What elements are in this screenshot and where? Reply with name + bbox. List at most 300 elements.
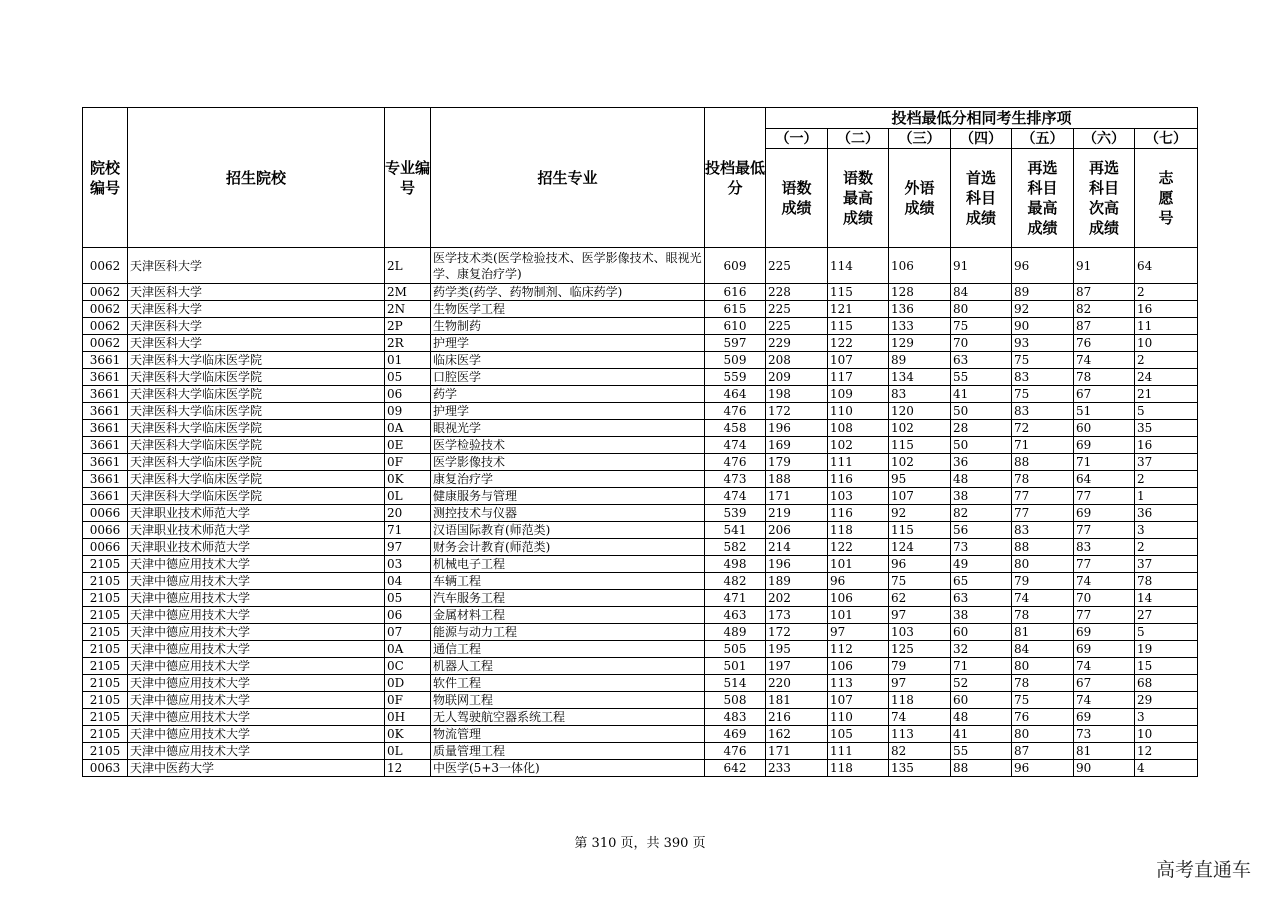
table-cell: 51	[1074, 403, 1135, 420]
table-cell: 天津中德应用技术大学	[128, 624, 385, 641]
table-cell: 88	[1012, 539, 1074, 556]
table-cell: 610	[705, 318, 766, 335]
table-cell: 0062	[83, 335, 128, 352]
table-cell: 88	[1012, 454, 1074, 471]
table-cell: 82	[1074, 301, 1135, 318]
table-row	[83, 573, 1198, 590]
table-cell: 0H	[385, 709, 431, 726]
table-row	[83, 760, 1198, 777]
table-cell: 康复治疗学	[431, 471, 705, 488]
table-row	[83, 369, 1198, 386]
table-cell: 116	[828, 471, 889, 488]
table-cell: 171	[766, 743, 828, 760]
header-sub-num: （六）	[1074, 129, 1135, 149]
table-cell: 质量管理工程	[431, 743, 705, 760]
table-cell: 220	[766, 675, 828, 692]
table-cell: 76	[1012, 709, 1074, 726]
table-cell: 476	[705, 743, 766, 760]
header-sub-label: 语数最高成绩	[828, 149, 889, 248]
table-cell: 65	[951, 573, 1012, 590]
table-cell: 60	[951, 692, 1012, 709]
table-cell: 2105	[83, 675, 128, 692]
table-cell: 09	[385, 403, 431, 420]
table-cell: 03	[385, 556, 431, 573]
table-cell: 天津医科大学临床医学院	[128, 454, 385, 471]
table-cell: 102	[828, 437, 889, 454]
table-cell: 3	[1135, 709, 1198, 726]
table-cell: 642	[705, 760, 766, 777]
table-cell: 50	[951, 403, 1012, 420]
table-cell: 169	[766, 437, 828, 454]
table-cell: 108	[828, 420, 889, 437]
table-row	[83, 318, 1198, 335]
table-cell: 天津医科大学临床医学院	[128, 437, 385, 454]
table-cell: 无人驾驶航空器系统工程	[431, 709, 705, 726]
table-cell: 195	[766, 641, 828, 658]
table-cell: 75	[1012, 692, 1074, 709]
table-cell: 69	[1074, 505, 1135, 522]
table-cell: 2105	[83, 573, 128, 590]
table-cell: 214	[766, 539, 828, 556]
table-cell: 0062	[83, 248, 128, 284]
table-cell: 2105	[83, 743, 128, 760]
header-sub-label: 再选科目最高成绩	[1012, 149, 1074, 248]
table-cell: 498	[705, 556, 766, 573]
table-cell: 95	[889, 471, 951, 488]
table-cell: 0F	[385, 454, 431, 471]
table-cell: 225	[766, 318, 828, 335]
table-cell: 41	[951, 386, 1012, 403]
table-cell: 219	[766, 505, 828, 522]
table-cell: 天津医科大学	[128, 301, 385, 318]
table-cell: 71	[951, 658, 1012, 675]
table-cell: 474	[705, 488, 766, 505]
table-cell: 天津中德应用技术大学	[128, 675, 385, 692]
table-cell: 97	[828, 624, 889, 641]
table-cell: 102	[889, 420, 951, 437]
table-cell: 71	[1012, 437, 1074, 454]
table-cell: 74	[1074, 658, 1135, 675]
table-cell: 69	[1074, 641, 1135, 658]
table-cell: 115	[828, 318, 889, 335]
table-row	[83, 403, 1198, 420]
table-cell: 天津职业技术师范大学	[128, 539, 385, 556]
table-cell: 476	[705, 403, 766, 420]
table-cell: 天津中德应用技术大学	[128, 658, 385, 675]
table-cell: 173	[766, 607, 828, 624]
table-cell: 96	[889, 556, 951, 573]
table-cell: 2105	[83, 709, 128, 726]
table-cell: 78	[1135, 573, 1198, 590]
table-cell: 111	[828, 454, 889, 471]
table-cell: 189	[766, 573, 828, 590]
table-cell: 110	[828, 709, 889, 726]
header-sub-num: （二）	[828, 129, 889, 149]
table-cell: 514	[705, 675, 766, 692]
table-cell: 27	[1135, 607, 1198, 624]
table-cell: 12	[385, 760, 431, 777]
table-cell: 62	[889, 590, 951, 607]
table-cell: 06	[385, 607, 431, 624]
table-cell: 护理学	[431, 403, 705, 420]
table-cell: 616	[705, 284, 766, 301]
table-cell: 489	[705, 624, 766, 641]
table-cell: 物流管理	[431, 726, 705, 743]
table-cell: 206	[766, 522, 828, 539]
table-row	[83, 437, 1198, 454]
table-cell: 482	[705, 573, 766, 590]
table-cell: 188	[766, 471, 828, 488]
table-cell: 软件工程	[431, 675, 705, 692]
table-cell: 63	[951, 590, 1012, 607]
table-cell: 136	[889, 301, 951, 318]
table-cell: 口腔医学	[431, 369, 705, 386]
table-cell: 113	[889, 726, 951, 743]
header-school-name: 招生院校	[128, 108, 385, 248]
table-cell: 28	[951, 420, 1012, 437]
table-cell: 74	[1074, 692, 1135, 709]
table-cell: 75	[889, 573, 951, 590]
table-cell: 0L	[385, 743, 431, 760]
table-cell: 90	[1012, 318, 1074, 335]
table-row	[83, 556, 1198, 573]
table-cell: 101	[828, 607, 889, 624]
table-cell: 07	[385, 624, 431, 641]
table-cell: 77	[1012, 505, 1074, 522]
table-cell: 财务会计教育(师范类)	[431, 539, 705, 556]
table-cell: 2105	[83, 692, 128, 709]
table-cell: 172	[766, 403, 828, 420]
table-row	[83, 301, 1198, 318]
table-cell: 16	[1135, 301, 1198, 318]
table-header	[83, 108, 1198, 248]
table-cell: 97	[385, 539, 431, 556]
table-cell: 60	[951, 624, 1012, 641]
table-cell: 5	[1135, 624, 1198, 641]
table-cell: 77	[1012, 488, 1074, 505]
table-cell: 2105	[83, 556, 128, 573]
table-cell: 473	[705, 471, 766, 488]
table-cell: 77	[1074, 607, 1135, 624]
table-cell: 41	[951, 726, 1012, 743]
table-cell: 医学技术类(医学检验技术、医学影像技术、眼视光学、康复治疗学)	[431, 248, 705, 284]
table-row	[83, 658, 1198, 675]
table-cell: 582	[705, 539, 766, 556]
table-cell: 101	[828, 556, 889, 573]
table-cell: 74	[1074, 573, 1135, 590]
table-cell: 0066	[83, 539, 128, 556]
table-row	[83, 420, 1198, 437]
table-cell: 10	[1135, 335, 1198, 352]
table-cell: 81	[1074, 743, 1135, 760]
table-cell: 29	[1135, 692, 1198, 709]
table-cell: 3661	[83, 471, 128, 488]
table-row	[83, 522, 1198, 539]
table-cell: 114	[828, 248, 889, 284]
table-cell: 111	[828, 743, 889, 760]
table-cell: 2	[1135, 352, 1198, 369]
table-cell: 2105	[83, 607, 128, 624]
table-cell: 82	[951, 505, 1012, 522]
table-cell: 天津医科大学临床医学院	[128, 369, 385, 386]
table-cell: 202	[766, 590, 828, 607]
table-cell: 110	[828, 403, 889, 420]
table-cell: 天津中德应用技术大学	[128, 743, 385, 760]
table-cell: 2105	[83, 726, 128, 743]
table-cell: 72	[1012, 420, 1074, 437]
table-cell: 20	[385, 505, 431, 522]
table-row	[83, 505, 1198, 522]
table-cell: 74	[889, 709, 951, 726]
table-cell: 临床医学	[431, 352, 705, 369]
table-cell: 4	[1135, 760, 1198, 777]
table-cell: 天津中德应用技术大学	[128, 590, 385, 607]
table-cell: 0F	[385, 692, 431, 709]
table-cell: 天津职业技术师范大学	[128, 505, 385, 522]
table-cell: 1	[1135, 488, 1198, 505]
table-cell: 120	[889, 403, 951, 420]
table-cell: 38	[951, 607, 1012, 624]
table-cell: 0L	[385, 488, 431, 505]
table-cell: 90	[1074, 760, 1135, 777]
table-cell: 80	[951, 301, 1012, 318]
table-cell: 96	[1012, 760, 1074, 777]
table-cell: 107	[828, 352, 889, 369]
table-cell: 233	[766, 760, 828, 777]
table-cell: 89	[889, 352, 951, 369]
table-cell: 汽车服务工程	[431, 590, 705, 607]
table-cell: 125	[889, 641, 951, 658]
table-cell: 生物医学工程	[431, 301, 705, 318]
header-major-name: 招生专业	[431, 108, 705, 248]
table-cell: 118	[889, 692, 951, 709]
table-cell: 0K	[385, 726, 431, 743]
table-cell: 生物制药	[431, 318, 705, 335]
table-cell: 37	[1135, 454, 1198, 471]
table-cell: 82	[889, 743, 951, 760]
table-cell: 171	[766, 488, 828, 505]
table-cell: 2105	[83, 658, 128, 675]
table-row	[83, 692, 1198, 709]
table-cell: 92	[1012, 301, 1074, 318]
table-cell: 87	[1012, 743, 1074, 760]
table-cell: 3661	[83, 454, 128, 471]
table-cell: 122	[828, 335, 889, 352]
table-cell: 天津中德应用技术大学	[128, 726, 385, 743]
table-row	[83, 709, 1198, 726]
table-cell: 106	[828, 658, 889, 675]
table-cell: 70	[1074, 590, 1135, 607]
header-sub-label: 志愿号	[1135, 149, 1198, 248]
table-cell: 35	[1135, 420, 1198, 437]
table-cell: 0063	[83, 760, 128, 777]
table-cell: 天津医科大学	[128, 248, 385, 284]
table-cell: 药学	[431, 386, 705, 403]
header-sub-label: 再选科目次高成绩	[1074, 149, 1135, 248]
table-row	[83, 743, 1198, 760]
table-cell: 70	[951, 335, 1012, 352]
table-cell: 0066	[83, 522, 128, 539]
table-cell: 505	[705, 641, 766, 658]
table-cell: 103	[828, 488, 889, 505]
header-sub-num: （四）	[951, 129, 1012, 149]
admission-table	[82, 107, 1198, 777]
table-row	[83, 624, 1198, 641]
table-cell: 天津医科大学	[128, 318, 385, 335]
table-cell: 124	[889, 539, 951, 556]
table-cell: 476	[705, 454, 766, 471]
table-cell: 0C	[385, 658, 431, 675]
table-cell: 77	[1074, 522, 1135, 539]
table-cell: 89	[1012, 284, 1074, 301]
table-cell: 2105	[83, 641, 128, 658]
table-cell: 609	[705, 248, 766, 284]
table-cell: 3661	[83, 369, 128, 386]
table-cell: 179	[766, 454, 828, 471]
table-cell: 93	[1012, 335, 1074, 352]
table-cell: 196	[766, 420, 828, 437]
table-cell: 药学类(药学、药物制剂、临床药学)	[431, 284, 705, 301]
table-cell: 21	[1135, 386, 1198, 403]
table-cell: 68	[1135, 675, 1198, 692]
table-cell: 559	[705, 369, 766, 386]
table-cell: 118	[828, 760, 889, 777]
table-cell: 天津医科大学临床医学院	[128, 403, 385, 420]
table-cell: 金属材料工程	[431, 607, 705, 624]
table-cell: 107	[889, 488, 951, 505]
table-cell: 67	[1074, 675, 1135, 692]
table-cell: 49	[951, 556, 1012, 573]
table-cell: 83	[1012, 369, 1074, 386]
table-cell: 197	[766, 658, 828, 675]
table-cell: 37	[1135, 556, 1198, 573]
table-cell: 天津职业技术师范大学	[128, 522, 385, 539]
table-cell: 15	[1135, 658, 1198, 675]
table-cell: 中医学(5+3一体化)	[431, 760, 705, 777]
table-cell: 75	[1012, 386, 1074, 403]
table-cell: 3661	[83, 386, 128, 403]
table-cell: 01	[385, 352, 431, 369]
table-cell: 3661	[83, 437, 128, 454]
table-cell: 3661	[83, 420, 128, 437]
table-cell: 50	[951, 437, 1012, 454]
table-row	[83, 335, 1198, 352]
table-cell: 医学检验技术	[431, 437, 705, 454]
table-cell: 474	[705, 437, 766, 454]
table-cell: 3661	[83, 488, 128, 505]
table-cell: 541	[705, 522, 766, 539]
table-cell: 109	[828, 386, 889, 403]
table-cell: 483	[705, 709, 766, 726]
header-sub-num: （五）	[1012, 129, 1074, 149]
table-body	[83, 248, 1198, 777]
table-row	[83, 641, 1198, 658]
table-cell: 医学影像技术	[431, 454, 705, 471]
table-cell: 106	[889, 248, 951, 284]
table-cell: 216	[766, 709, 828, 726]
table-cell: 06	[385, 386, 431, 403]
table-cell: 能源与动力工程	[431, 624, 705, 641]
table-cell: 225	[766, 248, 828, 284]
table-cell: 74	[1012, 590, 1074, 607]
table-cell: 12	[1135, 743, 1198, 760]
table-cell: 597	[705, 335, 766, 352]
table-cell: 2M	[385, 284, 431, 301]
table-cell: 88	[951, 760, 1012, 777]
table-cell: 96	[828, 573, 889, 590]
table-cell: 83	[1012, 403, 1074, 420]
table-cell: 122	[828, 539, 889, 556]
table-cell: 471	[705, 590, 766, 607]
table-cell: 天津医科大学	[128, 335, 385, 352]
table-cell: 天津医科大学	[128, 284, 385, 301]
table-cell: 05	[385, 590, 431, 607]
table-cell: 121	[828, 301, 889, 318]
table-cell: 73	[1074, 726, 1135, 743]
table-cell: 天津中德应用技术大学	[128, 556, 385, 573]
table-cell: 04	[385, 573, 431, 590]
table-cell: 36	[951, 454, 1012, 471]
header-group-title: 投档最低分相同考生排序项	[766, 108, 1198, 129]
table-cell: 97	[889, 675, 951, 692]
page-footer: 第 310 页，共 390 页	[574, 836, 706, 851]
table-cell: 55	[951, 743, 1012, 760]
table-cell: 73	[951, 539, 1012, 556]
table-row	[83, 675, 1198, 692]
table-row	[83, 284, 1198, 301]
table-cell: 76	[1074, 335, 1135, 352]
table-cell: 79	[1012, 573, 1074, 590]
table-cell: 19	[1135, 641, 1198, 658]
table-cell: 天津中德应用技术大学	[128, 709, 385, 726]
table-cell: 81	[1012, 624, 1074, 641]
table-cell: 64	[1135, 248, 1198, 284]
table-row	[83, 539, 1198, 556]
table-cell: 107	[828, 692, 889, 709]
table-cell: 112	[828, 641, 889, 658]
table-row	[83, 454, 1198, 471]
table-cell: 539	[705, 505, 766, 522]
table-cell: 护理学	[431, 335, 705, 352]
header-sub-label: 首选科目成绩	[951, 149, 1012, 248]
table-cell: 11	[1135, 318, 1198, 335]
table-row	[83, 471, 1198, 488]
table-cell: 5	[1135, 403, 1198, 420]
table-cell: 天津中德应用技术大学	[128, 692, 385, 709]
table-cell: 117	[828, 369, 889, 386]
table-cell: 天津医科大学临床医学院	[128, 488, 385, 505]
table-cell: 135	[889, 760, 951, 777]
table-cell: 0K	[385, 471, 431, 488]
watermark: 高考直通车	[1155, 859, 1251, 881]
table-cell: 501	[705, 658, 766, 675]
table-cell: 眼视光学	[431, 420, 705, 437]
table-cell: 69	[1074, 437, 1135, 454]
table-cell: 91	[951, 248, 1012, 284]
table-cell: 71	[385, 522, 431, 539]
table-cell: 105	[828, 726, 889, 743]
table-cell: 2R	[385, 335, 431, 352]
table-cell: 63	[951, 352, 1012, 369]
table-cell: 3	[1135, 522, 1198, 539]
table-cell: 74	[1074, 352, 1135, 369]
table-cell: 通信工程	[431, 641, 705, 658]
table-cell: 77	[1074, 488, 1135, 505]
table-cell: 0062	[83, 318, 128, 335]
table-cell: 196	[766, 556, 828, 573]
table-cell: 134	[889, 369, 951, 386]
table-cell: 78	[1012, 471, 1074, 488]
